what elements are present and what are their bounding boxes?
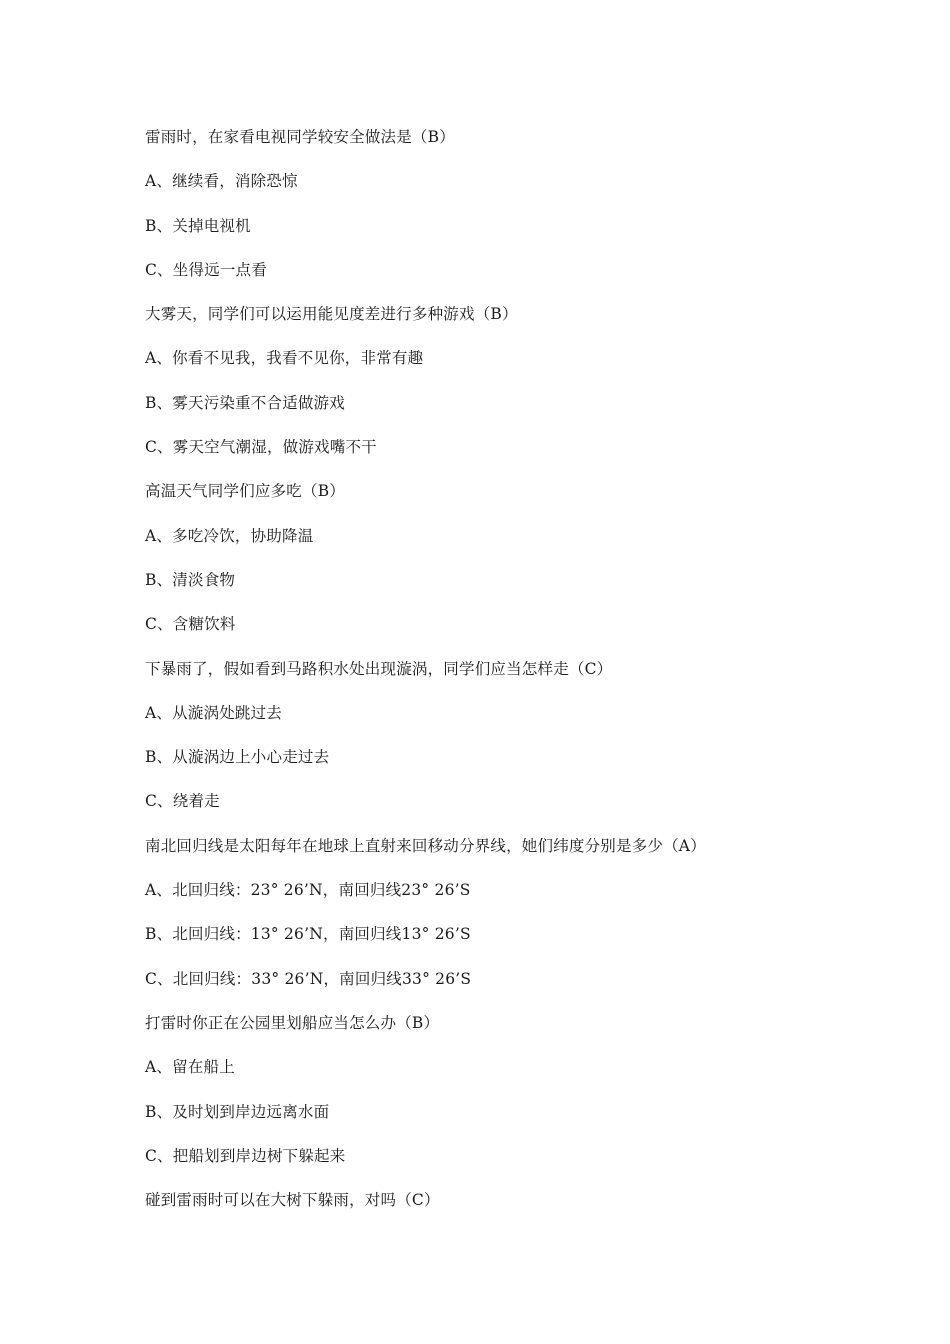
answer-option-c: C、北回归线：33° 26’N，南回归线33° 26’S — [145, 969, 472, 988]
quiz-body — [145, 124, 905, 1231]
answer-option-a: A、北回归线：23° 26’N，南回归线23° 26’S — [145, 881, 471, 900]
answer-option-a: A、留在船上 — [145, 1058, 235, 1077]
answer-option-c: C、含糖饮料 — [145, 615, 236, 634]
answer-option-b: B、从漩涡边上小心走过去 — [145, 748, 330, 767]
answer-option-c: C、把船划到岸边树下躲起来 — [145, 1146, 346, 1165]
answer-option-c: C、坐得远一点看 — [145, 260, 267, 279]
question-text: 大雾天，同学们可以运用能见度差进行多种游戏（B） — [145, 305, 518, 324]
answer-option-b: B、清淡食物 — [145, 570, 236, 589]
question-text: 南北回归线是太阳每年在地球上直射来回移动分界线，她们纬度分别是多少（A） — [145, 836, 706, 855]
answer-option-c: C、雾天空气潮湿，做游戏嘴不干 — [145, 438, 377, 457]
answer-option-a: A、从漩涡处跳过去 — [145, 703, 282, 722]
question-text: 高温天气同学们应多吃（B） — [145, 482, 345, 501]
question-text: 下暴雨了，假如看到马路积水处出现漩涡，同学们应当怎样走（C） — [145, 659, 613, 678]
answer-option-b: B、关掉电视机 — [145, 216, 251, 235]
answer-option-a: A、你看不见我，我看不见你，非常有趣 — [145, 349, 424, 368]
answer-option-b: B、雾天污染重不合适做游戏 — [145, 393, 345, 412]
question-text: 碰到雷雨时可以在大树下躲雨，对吗（C） — [145, 1191, 440, 1210]
answer-option-b: B、北回归线：13° 26’N，南回归线13° 26’S — [145, 925, 471, 944]
answer-option-a: A、继续看，消除恐惊 — [145, 172, 298, 191]
question-text: 雷雨时，在家看电视同学较安全做法是（B） — [145, 128, 455, 146]
answer-option-c: C、绕着走 — [145, 792, 220, 811]
answer-option-b: B、及时划到岸边远离水面 — [145, 1102, 330, 1121]
question-text: 打雷时你正在公园里划船应当怎么办（B） — [145, 1013, 440, 1032]
answer-option-a: A、多吃冷饮，协助降温 — [145, 526, 314, 545]
